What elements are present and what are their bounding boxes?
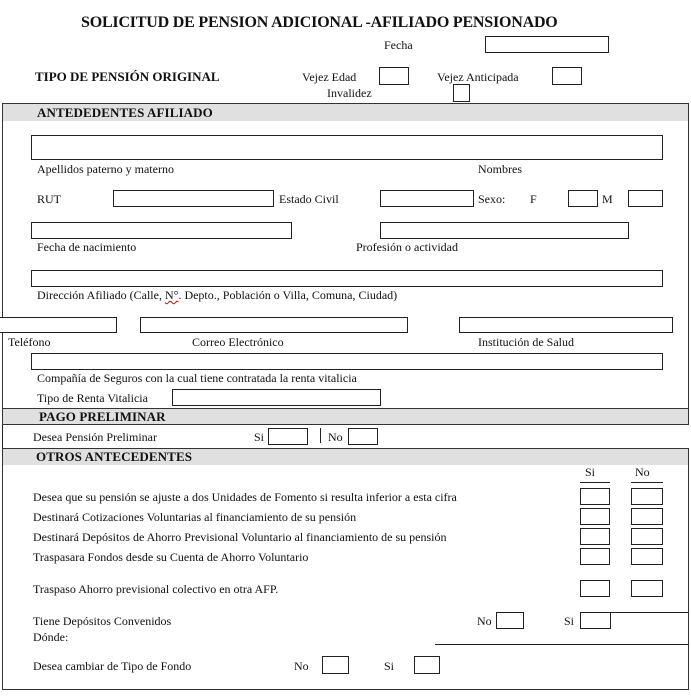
q3-si-checkbox[interactable] bbox=[580, 528, 610, 545]
invalidez-checkbox[interactable] bbox=[453, 84, 470, 102]
preliminar-no-checkbox[interactable] bbox=[348, 428, 378, 445]
q3-no-checkbox[interactable] bbox=[631, 528, 663, 545]
sexo-m-checkbox[interactable] bbox=[628, 190, 663, 207]
pago-preliminar-title: PAGO PRELIMINAR bbox=[39, 409, 166, 424]
question-label: Desea que su pensión se ajuste a dos Unidades de Fomento si resulta inferior a esta cifra bbox=[33, 490, 457, 504]
form-title: SOLICITUD DE PENSION ADICIONAL -AFILIADO PENSIONADO bbox=[81, 14, 558, 31]
correo-field[interactable] bbox=[140, 317, 408, 333]
pension-preliminar-label: Desea Pensión Preliminar bbox=[33, 430, 157, 444]
telefono-field[interactable] bbox=[0, 317, 117, 333]
depositos-si-label: Si bbox=[564, 614, 575, 628]
tipo-renta-label: Tipo de Renta Vitalicia bbox=[37, 391, 148, 405]
preliminar-si-label: Si bbox=[254, 430, 265, 444]
depositos-no-checkbox[interactable] bbox=[496, 612, 524, 629]
q2-no-checkbox[interactable] bbox=[631, 508, 663, 525]
direccion-label-numero: N° bbox=[164, 288, 179, 302]
donde-input-line[interactable] bbox=[435, 644, 689, 645]
profesion-label: Profesión o actividad bbox=[356, 240, 458, 254]
sexo-f-checkbox[interactable] bbox=[568, 190, 598, 207]
vejez-edad-label: Vejez Edad bbox=[302, 70, 357, 84]
col-no-label: No bbox=[635, 465, 650, 479]
col-si-underline bbox=[580, 482, 610, 483]
estado-civil-field[interactable] bbox=[380, 190, 474, 207]
nombre-completo-field[interactable] bbox=[31, 135, 663, 160]
col-no-underline bbox=[631, 482, 663, 483]
q1-no-checkbox[interactable] bbox=[631, 488, 663, 505]
q5-no-checkbox[interactable] bbox=[631, 580, 663, 597]
tipo-renta-field[interactable] bbox=[172, 389, 381, 406]
direccion-label-part: Dirección Afiliado (Calle, bbox=[37, 288, 165, 302]
col-si-label: Si bbox=[585, 465, 596, 479]
vejez-anticipada-label: Vejez Anticipada bbox=[437, 70, 519, 84]
fecha-nacimiento-label: Fecha de nacimiento bbox=[37, 240, 137, 254]
direccion-field[interactable] bbox=[31, 270, 663, 287]
tipo-pension-label: TIPO DE PENSIÓN ORIGINAL bbox=[35, 69, 220, 84]
correo-label: Correo Electrónico bbox=[192, 335, 284, 349]
q4-si-checkbox[interactable] bbox=[580, 548, 610, 565]
profesion-field[interactable] bbox=[380, 222, 629, 239]
otros-antecedentes-title: OTROS ANTECEDENTES bbox=[36, 449, 193, 464]
preliminar-no-label: No bbox=[328, 430, 343, 444]
otros-antecedentes-section bbox=[2, 448, 689, 690]
q1-si-checkbox[interactable] bbox=[580, 488, 610, 505]
vejez-anticipada-checkbox[interactable] bbox=[552, 67, 582, 85]
fecha-label: Fecha bbox=[384, 38, 413, 52]
sexo-f-label: F bbox=[530, 192, 537, 206]
question-label: Destinará Depósitos de Ahorro Previsional Voluntario al financiamiento de su pensión bbox=[33, 530, 447, 544]
rut-field[interactable] bbox=[113, 190, 274, 207]
invalidez-label: Invalidez bbox=[327, 86, 372, 100]
rut-label: RUT bbox=[37, 192, 61, 206]
depositos-convenidos-label: Tiene Depósitos Convenidos bbox=[33, 614, 172, 628]
question-label: Traspasara Fondos desde su Cuenta de Ahorro Voluntario bbox=[33, 550, 309, 564]
fecha-nacimiento-field[interactable] bbox=[31, 222, 292, 239]
compania-label: Compañía de Seguros con la cual tiene contratada la renta vitalicia bbox=[37, 371, 357, 385]
fecha-field[interactable] bbox=[485, 36, 609, 53]
cambiar-si-label: Si bbox=[384, 659, 395, 673]
telefono-label: Teléfono bbox=[8, 335, 51, 349]
sexo-m-label: M bbox=[602, 192, 613, 206]
direccion-label bbox=[37, 288, 397, 303]
direccion-label-part: . Depto., Población o Villa, Comuna, Ciudad) bbox=[178, 288, 398, 302]
estado-civil-label: Estado Civil bbox=[279, 192, 339, 206]
q2-si-checkbox[interactable] bbox=[580, 508, 610, 525]
apellidos-label: Apellidos paterno y materno bbox=[37, 162, 174, 176]
cambiar-fondo-label: Desea cambiar de Tipo de Fondo bbox=[33, 659, 192, 673]
vejez-edad-checkbox[interactable] bbox=[379, 67, 409, 85]
question-label: Destinará Cotizaciones Voluntarias al financiamiento de su pensión bbox=[33, 510, 357, 524]
cambiar-no-checkbox[interactable] bbox=[322, 656, 349, 674]
preliminar-si-checkbox[interactable] bbox=[268, 428, 308, 445]
salud-field[interactable] bbox=[459, 317, 673, 333]
donde-label: Dónde: bbox=[33, 630, 69, 644]
cambiar-no-label: No bbox=[294, 659, 309, 673]
sexo-label: Sexo: bbox=[478, 192, 506, 206]
antecedentes-afiliado-title: ANTEDEDENTES AFILIADO bbox=[37, 105, 213, 120]
question-label: Traspaso Ahorro previsional colectivo en otra AFP. bbox=[33, 582, 279, 596]
q4-no-checkbox[interactable] bbox=[631, 548, 663, 565]
salud-label: Institución de Salud bbox=[478, 335, 574, 349]
q5-si-checkbox[interactable] bbox=[580, 580, 610, 597]
depositos-line bbox=[611, 612, 689, 613]
left-border bbox=[2, 425, 3, 448]
cambiar-si-checkbox[interactable] bbox=[414, 656, 440, 674]
depositos-no-label: No bbox=[477, 614, 492, 628]
nombres-label: Nombres bbox=[478, 162, 522, 176]
depositos-si-checkbox[interactable] bbox=[580, 612, 611, 629]
separator bbox=[320, 428, 321, 443]
compania-seguros-field[interactable] bbox=[31, 353, 663, 370]
